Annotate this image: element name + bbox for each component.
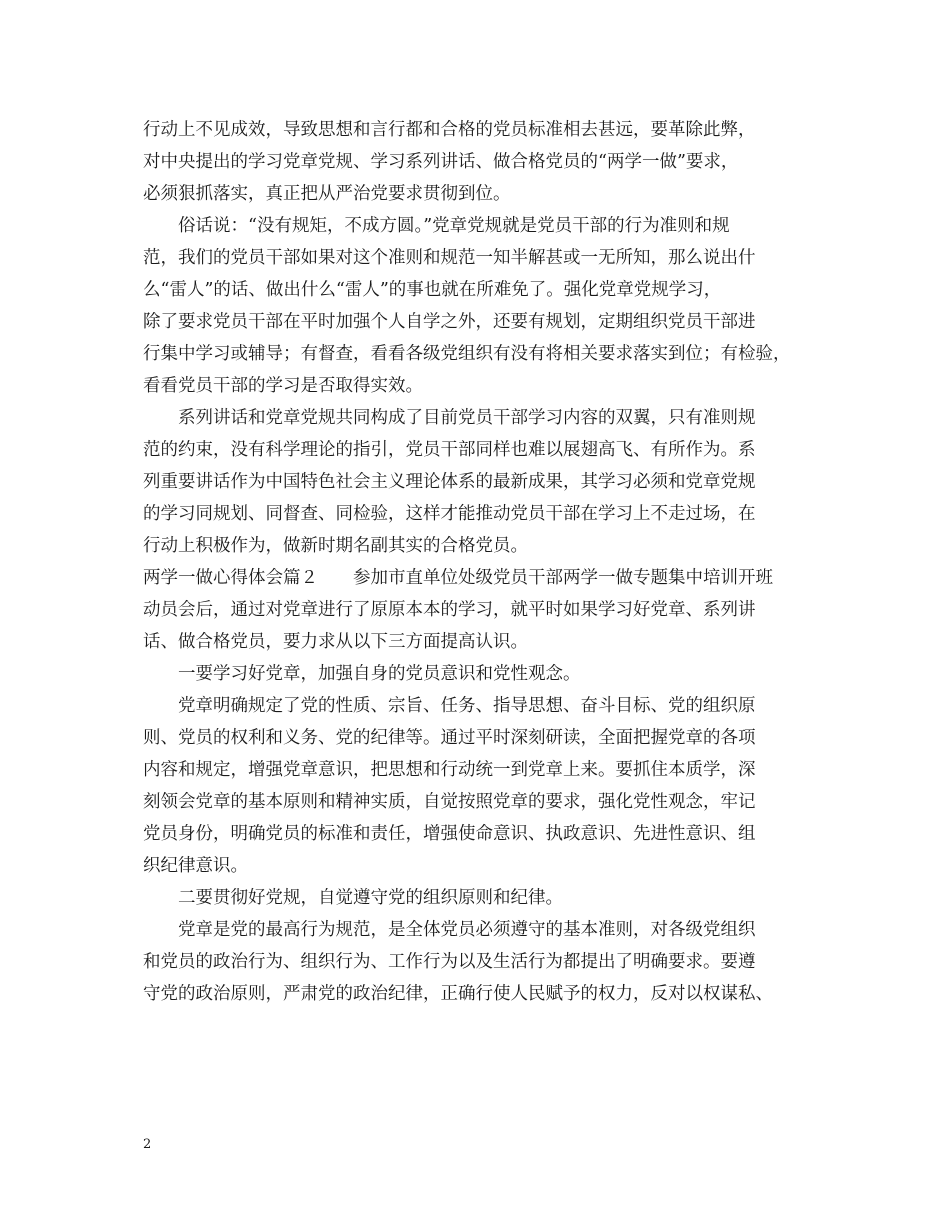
text-line: 俗话说：“没有规矩，不成方圆。”党章党规就是党员干部的行为准则和规	[143, 216, 730, 236]
text-line: 必须狠抓落实，真正把从严治党要求贯彻到位。	[143, 184, 511, 204]
text-line: 话、做合格党员，要力求从以下三方面提高认识。	[143, 632, 528, 652]
text-line: 动员会后，通过对党章进行了原原本本的学习，就平时如果学习好党章、系列讲	[143, 600, 756, 620]
text-line: 看看党员干部的学习是否取得实效。	[143, 376, 423, 396]
text-line: 一要学习好党章，加强自身的党员意识和党性观念。	[143, 664, 581, 684]
page-number: 2	[143, 1137, 152, 1152]
text-line: 行动上不见成效，导致思想和言行都和合格的党员标准相去甚远，要革除此弊，	[143, 120, 756, 140]
text-line: 党员身份，明确党员的标准和责任，增强使命意识、执政意识、先进性意识、组	[143, 824, 756, 844]
text-line: 行集中学习或辅导；有督查，看看各级党组织有没有将相关要求落实到位；有检验，	[143, 344, 791, 364]
text-line: 党章是党的最高行为规范，是全体党员必须遵守的基本准则，对各级党组织	[143, 920, 756, 940]
text-line: 范，我们的党员干部如果对这个准则和规范一知半解甚或一无所知，那么说出什	[143, 248, 756, 268]
text-line: 和党员的政治行为、组织行为、工作行为以及生活行为都提出了明确要求。要遵	[143, 952, 756, 972]
document-body	[143, 114, 813, 1010]
text-line: 对中央提出的学习党章党规、学习系列讲话、做合格党员的“两学一做”要求，	[143, 152, 739, 172]
text-line: 么“雷人”的话、做出什么“雷人”的事也就在所难免了。强化党章党规学习，	[143, 280, 722, 300]
text-line: 的学习同规划、同督查、同检验，这样才能推动党员干部在学习上不走过场，在	[143, 504, 756, 524]
text-line: 系列讲话和党章党规共同构成了目前党员干部学习内容的双翼，只有准则规	[143, 408, 756, 428]
text-line: 内容和规定，增强党章意识，把思想和行动统一到党章上来。要抓住本质学，深	[143, 760, 756, 780]
text-line: 除了要求党员干部在平时加强个人自学之外，还要有规划，定期组织党员干部进	[143, 312, 756, 332]
text-line: 刻领会党章的基本原则和精神实质，自觉按照党章的要求，强化党性观念，牢记	[143, 792, 756, 812]
text-line: 列重要讲话作为中国特色社会主义理论体系的最新成果，其学习必须和党章党规	[143, 472, 756, 492]
text-line: 党章明确规定了党的性质、宗旨、任务、指导思想、奋斗目标、党的组织原	[143, 696, 756, 716]
text-line: 织纪律意识。	[143, 856, 248, 876]
text-line: 行动上积极作为，做新时期名副其实的合格党员。	[143, 536, 528, 556]
text-line: 范的约束，没有科学理论的指引，党员干部同样也难以展翅高飞、有所作为。系	[143, 440, 756, 460]
text-line: 则、党员的权利和义务、党的纪律等。通过平时深刻研读，全面把握党章的各项	[143, 728, 756, 748]
text-line: 二要贯彻好党规，自觉遵守党的组织原则和纪律。	[143, 888, 563, 908]
text-line: 两学一做心得体会篇２ 参加市直单位处级党员干部两学一做专题集中培训开班	[143, 568, 773, 588]
text-line: 守党的政治原则，严肃党的政治纪律，正确行使人民赋予的权力，反对以权谋私、	[143, 984, 773, 1004]
